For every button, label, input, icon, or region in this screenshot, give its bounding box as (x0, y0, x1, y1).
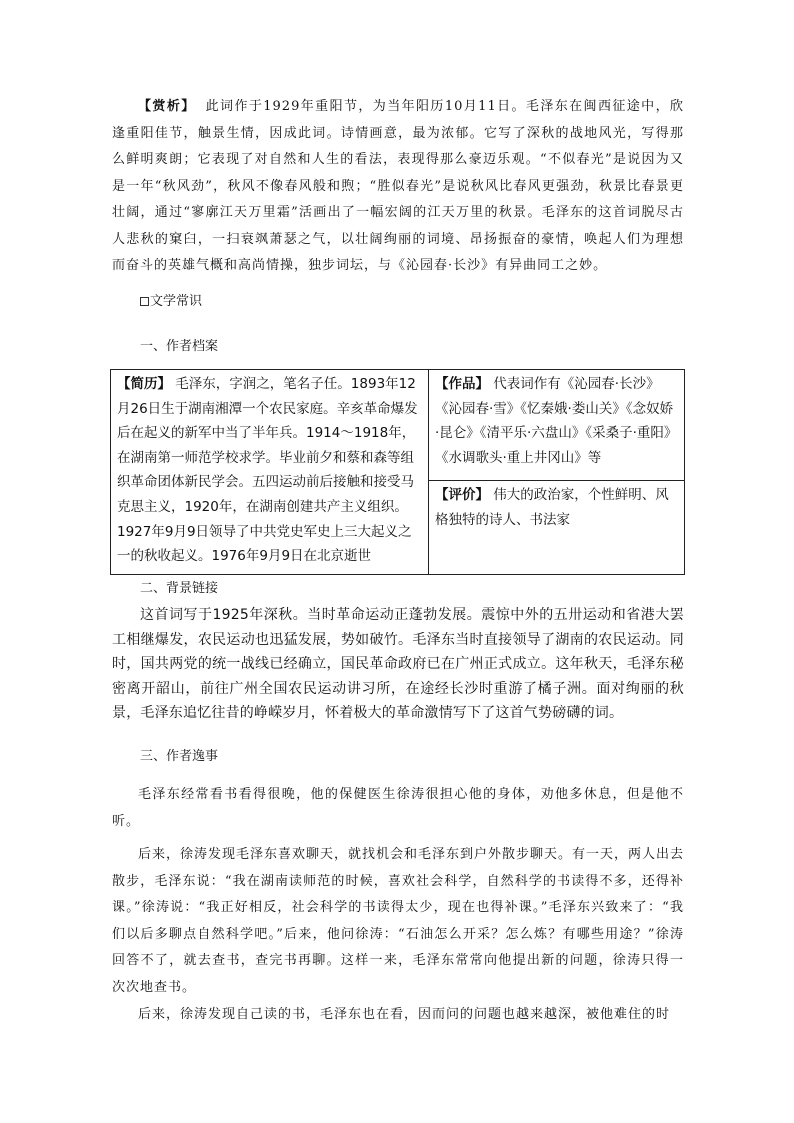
section-title: 文学常识 (140, 290, 202, 309)
bullet-square-icon (140, 297, 149, 306)
works-tag: 【作品】 (435, 376, 489, 392)
eval-text: 伟大的政治家，个性鲜明、风格独特的诗人、书法家 (435, 486, 669, 528)
anecdote-paragraph-3: 后来，徐涛发现自己读的书，毛泽东也在看，因而问的问题也越来越深，被他难住的时 (138, 1007, 671, 1022)
appreciation-tag: 【赏析】 (138, 99, 196, 114)
author-profile-table (110, 369, 685, 575)
works-cell (429, 370, 685, 481)
works-text: 代表词作有《沁园春·长沙》《沁园春·雪》《忆秦娥·娄山关》《念奴娇·昆仑》《清平乐·六盘山》《采桑子·重阳》《水调歌头·重上井冈山》等 (435, 376, 674, 466)
appreciation-paragraph (112, 94, 684, 280)
background-paragraph: 这首词写于1925年深秋。当时革命运动正蓬勃发展。震惊中外的五卅运动和省港大罢工相继爆发，农民运动也迅猛发展，势如破竹。毛泽东当时直接领导了湖南的农民运动。同时，国共两党的统一战线已经确立，国民革命政府已在广州正式成立。这年秋天，毛泽东秘密离开韶山，前往广州全国农民运动讲习所，在途经长沙时重游了橘子洲。面对绚丽的秋景，毛泽东追忆往昔的峥嵘岁月，怀着极大的革命激情写下了这首气势磅礴的词。 (112, 607, 684, 722)
eval-tag: 【评价】 (435, 486, 489, 503)
section-author-profile: 一、作者档案 (140, 339, 219, 354)
bio-text: 毛泽东，字润之，笔名子任。1893年12月26日生于湖南湘潭一个农民家庭。辛亥革命爆发后在起义的新军中当了半年兵。1914～1918年，在湖南第一师范学校求学。毕业前夕和蔡和森等组织革命团体新民学会。五四运动前后接触和接受马克思主义，1920年，在湖南创建共产主义组织。1927年9月9日领导了中共党史军史上三大起义之一的秋收起义。1976年9月9日在北京逝世 (117, 376, 418, 565)
anecdote-paragraph-2: 后来，徐涛发现毛泽东喜欢聊天，就找机会和毛泽东到户外散步聊天。有一天，两人出去散步，毛泽东说：“我在湖南读师范的时候，喜欢社会科学，自然科学的书读得不多，还得补课。”徐涛说：“我正好相反，社会科学的书读得太少，现在也得补课。”毛泽东兴致来了：“我们以后多聊点自然科学吧。”后来，他问徐涛：“石油怎么开采？怎么炼？有哪些用途？”徐涛回答不了，就去查书，查完书再聊。这样一来，毛泽东常常向他提出新的问题，徐涛只得一次次地查书。 (112, 847, 685, 995)
appreciation-text: 此词作于1929年重阳节，为当年阳历10月11日。毛泽东在闽西征途中，欣逢重阳佳节，触景生情，因成此词。诗情画意，最为浓郁。它写了深秋的战地风光，写得那么鲜明爽朗；它表现了对自然和人生的看法，表现得那么豪迈乐观。“不似春光”是说因为又是一年“秋风劲”，秋风不像春风般和煦；“胜似春光”是说秋风比春风更强劲，秋景比春景更壮阔，通过“寥廓江天万里霜”活画出了一幅宏阔的江天万里的秋景。毛泽东的这首词脱尽古人悲秋的窠臼，一扫衰飒萧瑟之气，以壮阔绚丽的词境、昂扬振奋的豪情，唤起人们为理想而奋斗的英雄气概和高尚情操，独步词坛，与《沁园春·长沙》有异曲同工之妙。 (112, 99, 684, 273)
section-background: 二、背景链接 (140, 581, 219, 596)
section-anecdote: 三、作者逸事 (140, 749, 219, 764)
bio-tag: 【简历】 (117, 376, 171, 392)
anecdote-paragraph-1: 毛泽东经常看书看得很晚，他的保健医生徐涛很担心他的身体，劝他多休息，但是他不听。 (112, 787, 684, 829)
eval-cell (429, 480, 685, 574)
bio-cell (111, 370, 429, 575)
